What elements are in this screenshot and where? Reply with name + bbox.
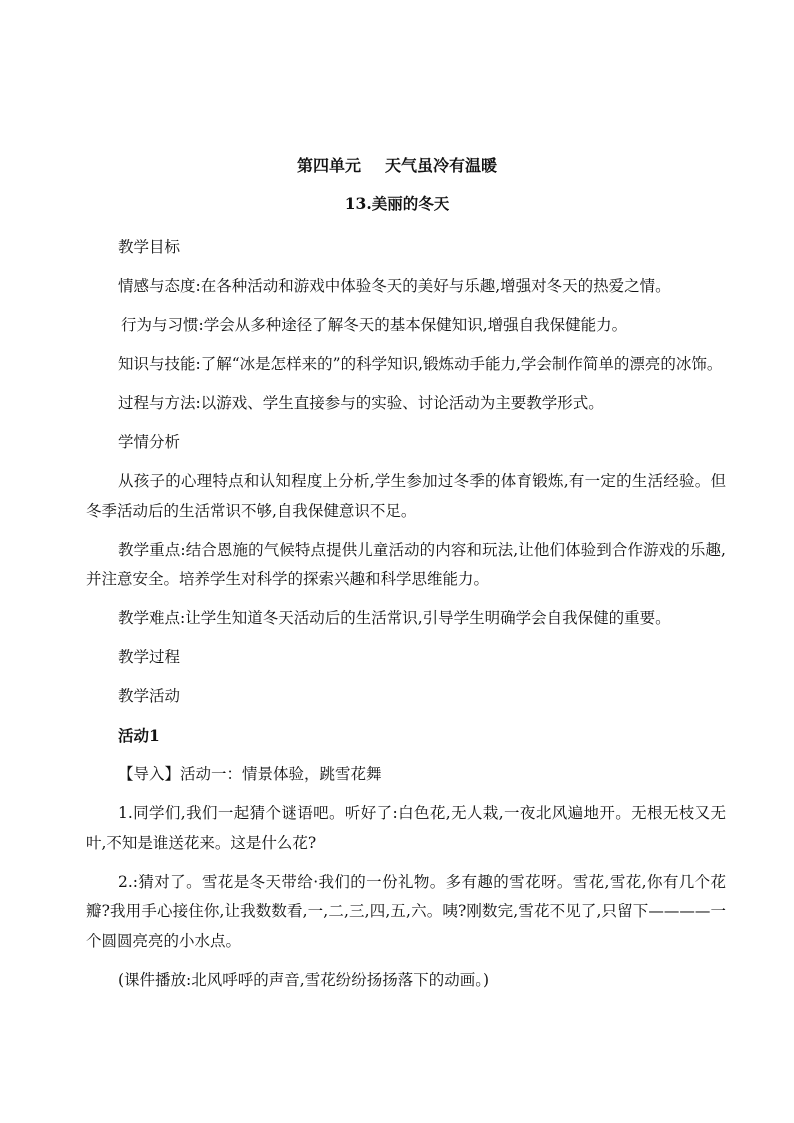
intro-activity-title: 【导入】活动一：情景体验，跳雪花舞	[118, 765, 382, 783]
step-1-riddle: 1.同学们,我们一起猜个谜语吧。听好了:白色花,无人栽,一夜北风遍地开。无根无枝又无叶,不知是谁送花来。这是什么花?	[86, 804, 726, 852]
goal-knowledge-skill: 知识与技能:了解“冰是怎样来的”的科学知识,锻炼动手能力,学会制作简单的漂亮的冰饰。	[118, 355, 723, 373]
heading-activity-1: 活动1	[118, 726, 160, 745]
goal-behavior-habit: 行为与习惯:学会从多种途径了解冬天的基本保健知识,增强自我保健能力。	[121, 316, 628, 334]
heading-teaching-process: 教学过程	[118, 648, 181, 666]
unit-number: 第四单元	[296, 156, 361, 175]
goal-emotion-attitude: 情感与态度:在各种活动和游戏中体验冬天的美好与乐趣,增强对冬天的热爱之情。	[118, 277, 671, 295]
teaching-difficulties: 教学难点:让学生知道冬天活动后的生活常识,引导学生明确学会自我保健的重要。	[118, 609, 671, 627]
unit-title	[0, 155, 794, 177]
heading-learner-analysis: 学情分析	[118, 433, 181, 451]
goal-process-method: 过程与方法:以游戏、学生直接参与的实验、讨论活动为主要教学形式。	[118, 394, 604, 412]
unit-name: 天气虽冷有温暖	[385, 156, 498, 175]
learner-analysis-text: 从孩子的心理特点和认知程度上分析,学生参加过冬季的体育锻炼,有一定的生活经验。但冬季活动后的生活常识不够,自我保健意识不足。	[86, 472, 726, 520]
document-body	[86, 233, 726, 995]
lesson-title: 13.美丽的冬天	[344, 194, 450, 213]
heading-teaching-goals: 教学目标	[118, 238, 181, 256]
courseware-note: (课件播放:北风呼呼的声音,雪花纷纷扬扬落下的动画。)	[118, 970, 489, 989]
step-2-snowflake: 2.:猜对了。雪花是冬天带给·我们的一份礼物。多有趣的雪花呀。雪花,雪花,你有几个花瓣?我用手心接住你,让我数数看,一,二,三,四,五,六。咦?刚数完,雪花不见了,只留下————一个圆圆亮亮的小水点。	[86, 872, 726, 950]
heading-teaching-activities: 教学活动	[118, 687, 181, 705]
teaching-key-points: 教学重点:结合恩施的气候特点提供儿童活动的内容和玩法,让他们体验到合作游戏的乐趣,并注意安全。培养学生对科学的探索兴趣和科学思维能力。	[86, 540, 726, 588]
